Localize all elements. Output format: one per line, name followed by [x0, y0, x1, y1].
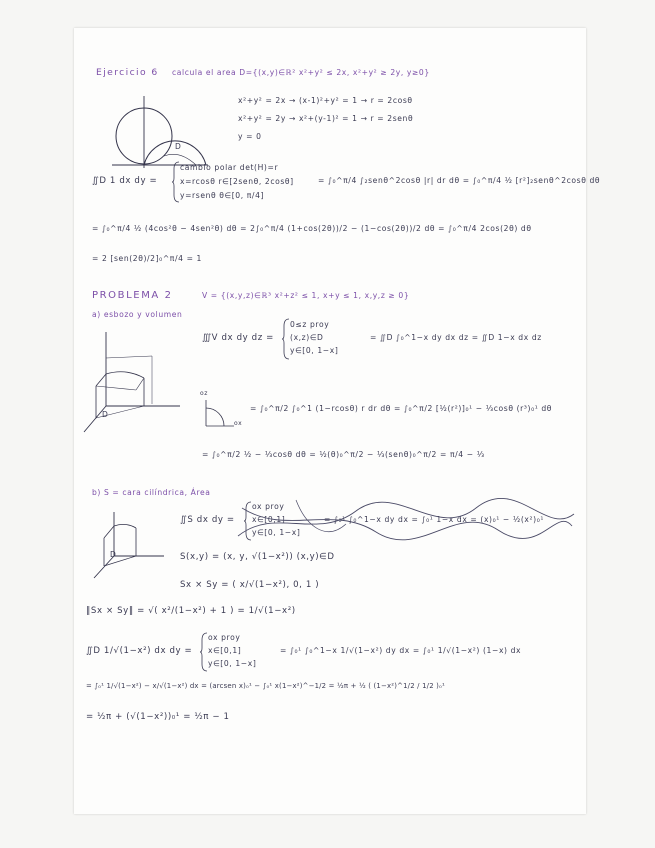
notebook-page [74, 28, 601, 814]
part-b-cross-norm: ‖Sx × Sy‖ = √( x²/(1−x²) + 1 ) = 1/√(1−x²) [86, 606, 296, 616]
part-b-integral-lead: ∬D 1/√(1−x²) dx dy = [86, 646, 193, 656]
quarter-disk-figure [202, 398, 236, 430]
part-b-integral-bound-3: y∈[0, 1−x] [208, 659, 257, 668]
figure-d-label: D [175, 142, 182, 151]
ex6-setup-line-2: x=rcosθ r∈[2senθ, 2cosθ] [180, 177, 294, 186]
exercise-6-title: Ejercicio 6 [96, 67, 159, 78]
ex6-setup-result: = ∫₀^π/4 ∫₂senθ^2cosθ |r| dr dθ = ∫₀^π/4 ½ [r²]₂senθ^2cosθ dθ [318, 176, 601, 185]
part-a-result-1: = ∬D ∫₀^1−x dy dx dz = ∬D 1−x dx dz [370, 333, 542, 342]
part-a-integral-lead: ∭V dx dy dz = [202, 333, 274, 343]
circles-region-figure [110, 92, 210, 172]
ex6-equation-1: x²+y² = 2x → (x-1)²+y² = 1 → r = 2cosθ [238, 96, 413, 105]
part-b-bound-1: ox proy [252, 502, 285, 511]
part-a-line-3: = ∫₀^π/2 ½ − ⅓cosθ dθ = ½(θ)₀^π/2 − ⅓(senθ)₀^π/2 = π/4 − ⅓ [202, 450, 485, 459]
cylinder-sketch-d-label: D [110, 550, 117, 559]
ex6-line-3: = 2 [sen(2θ)/2]₀^π/4 = 1 [92, 254, 202, 263]
sketch-d-label: D [102, 410, 109, 419]
part-a-bound-2: (x,z)∈D [290, 333, 324, 342]
part-b-integral-bound-1: ox proy [208, 633, 241, 642]
part-a-brace [282, 318, 290, 360]
ex6-setup-line-1: cambio polar det(H)=r [180, 163, 279, 172]
part-b-parametrization: S(x,y) = (x, y, √(1−x²)) (x,y)∈D [180, 552, 335, 562]
part-b-cross-product: Sx × Sy = ( x/√(1−x²), 0, 1 ) [180, 580, 320, 590]
part-a-line-2: = ∫₀^π/2 ∫₀^1 (1−rcosθ) r dr dθ = ∫₀^π/2 [½(r²)]₀¹ − ⅓cosθ (r³)₀¹ dθ [250, 404, 553, 413]
ex6-equation-3: y = 0 [238, 132, 262, 141]
part-b-line-3: = ½π + (√(1−x²))₀¹ = ½π − 1 [86, 712, 230, 722]
ex6-setup-line-3: y=rsenθ θ∈[0, π/4] [180, 191, 265, 200]
exercise-6-statement: calcula el area D={(x,y)∈ℝ² x²+y² ≤ 2x, x²+y² ≥ 2y, y≥0} [172, 68, 430, 77]
part-a-bound-1: 0≤z proy [290, 320, 330, 329]
solid-volume-sketch [82, 328, 182, 436]
part-b-lead: ∬S dx dy = [180, 515, 235, 525]
part-b-bound-3: y∈[0, 1−x] [252, 528, 301, 537]
problem-2-title: PROBLEMA 2 [92, 290, 173, 301]
ex6-setup-brace [172, 161, 180, 203]
problem-2-statement: V = {(x,y,z)∈ℝ³ x²+z² ≤ 1, x+y ≤ 1, x,y,z ≥ 0} [202, 291, 410, 300]
ex6-equation-2: x²+y² = 2y → x²+(y-1)² = 1 → r = 2senθ [238, 114, 414, 123]
part-b-line-2: = ∫₀¹ 1/√(1−x²) − x/√(1−x²) dx = (arcsen x)₀¹ − ∫₀¹ x(1−x²)^−1/2 = ½π + ½ ( (1−x²)^1/2 / 1/2 )₀¹ [86, 682, 445, 690]
quarter-disk-ox-label: ox [234, 420, 243, 427]
part-a-label: a) esbozo y volumen [92, 310, 183, 319]
scribble-strikeout [236, 496, 576, 546]
part-b-integral-result: = ∫₀¹ ∫₀^1−x 1/√(1−x²) dy dx = ∫₀¹ 1/√(1−x²) (1−x) dx [280, 646, 522, 655]
part-b-bound-2: x∈[0,1] [252, 515, 286, 524]
ex6-setup-lead: ∬D 1 dx dy = [92, 176, 158, 186]
part-b-integral-bound-2: x∈[0,1] [208, 646, 242, 655]
cylindrical-face-sketch [86, 510, 166, 582]
part-b-struck-attempt: = ∫₀¹ ∫₀^1−x dy dx = ∫₀¹ 1−x dx = (x)₀¹ − ½(x²)₀¹ [324, 515, 545, 524]
part-a-bound-3: y∈[0, 1−x] [290, 346, 339, 355]
quarter-disk-oz-label: oz [200, 390, 209, 397]
part-b-integral-brace [200, 632, 208, 672]
part-b-label: b) S = cara cilíndrica, Área [92, 488, 211, 497]
ex6-line-2: = ∫₀^π/4 ½ (4cos²θ − 4sen²θ) dθ = 2∫₀^π/4 (1+cos(2θ))/2 − (1−cos(2θ))/2 dθ = ∫₀^π/4 2cos(2θ) dθ [92, 224, 532, 233]
